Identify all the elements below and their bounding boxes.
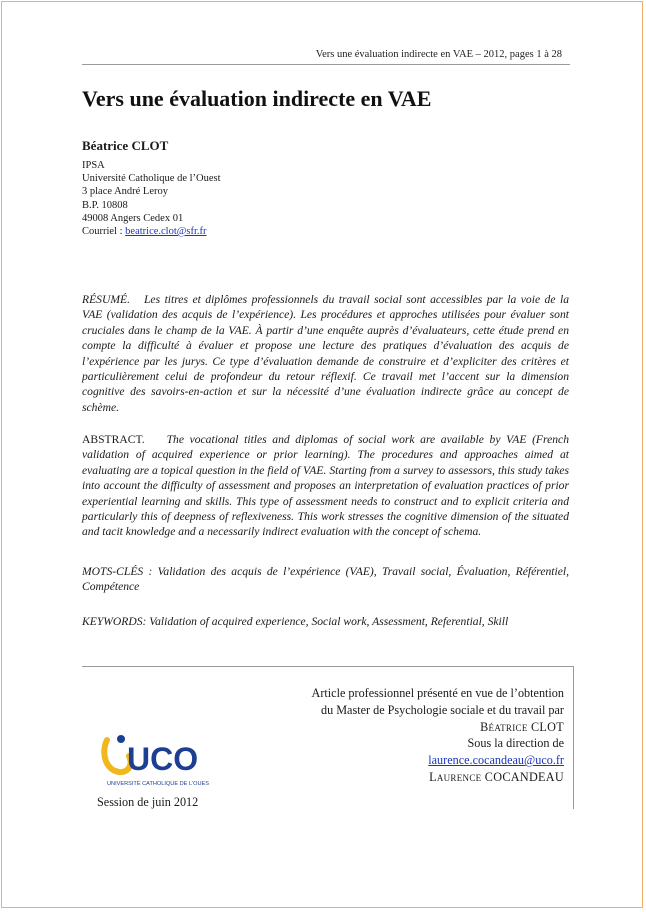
abstract-paragraph: [82, 432, 569, 540]
article-author-name: Béatrice CLOT: [480, 719, 564, 734]
footer-vertical-divider: [573, 666, 574, 809]
header-divider: [82, 64, 570, 65]
email-line: [82, 225, 221, 238]
article-info-line: Article professionnel présenté en vue de l’obtention: [311, 686, 564, 700]
author-email-link[interactable]: beatrice.clot@sfr.fr: [125, 226, 207, 238]
footer-divider: [82, 666, 574, 667]
uco-logo: [99, 730, 209, 790]
uco-logo-icon: [99, 730, 209, 790]
article-info-line: du Master de Psychologie sociale et du travail par: [320, 702, 564, 717]
session-date: Session de juin 2012: [97, 795, 199, 809]
author-affiliation: [82, 159, 221, 238]
resume-paragraph: [82, 292, 569, 415]
article-info-line: Sous la direction de: [467, 736, 564, 751]
article-info-block: [312, 685, 564, 786]
resume-text: Les titres et diplômes professionnels du travail social sont accessibles par la voie de la VAE (validation des acquis de l’expérience). Les procédures et approches utilisées pour évaluer sont cruciales dans le champ de la VAE. À partir d’une enquête auprès d’évaluateurs, cette étude prend en compte la difficulté à évaluer et propose une lecture des pratiques d’évaluation des acquis de l’expérience par les jurys. Ce type d’évaluation demande de construire et d’expliciter des critères et particulièrement celui de profondeur du retour réflexif. Ce travail met l’accent sur la dimension cognitive des savoirs-en-action et sur la nécessité d’une évaluation indirecte grâce au concept de schème.: [82, 293, 569, 414]
abstract-lead: ABSTRACT.: [82, 433, 145, 446]
author-name: Béatrice CLOT: [82, 138, 169, 153]
affiliation-line: 3 place André Leroy: [82, 186, 169, 198]
keywords-paragraph: KEYWORDS: Validation of acquired experience, Social work, Assessment, Referential, Skill: [82, 615, 509, 628]
supervisor-email-link[interactable]: laurence.cocandeau@uco.fr: [428, 753, 564, 768]
logo-text: UCO: [127, 741, 199, 777]
article-title: Vers une évaluation indirecte en VAE: [82, 86, 432, 111]
document-page: [1, 1, 643, 908]
supervisor-name: Laurence COCANDEAU: [429, 769, 564, 784]
affiliation-line: B.P. 10808: [82, 199, 128, 211]
affiliation-line: 49008 Angers Cedex 01: [82, 212, 184, 224]
affiliation-line: Université Catholique de l’Ouest: [82, 173, 221, 185]
email-label: Courriel :: [82, 226, 126, 238]
logo-subtitle: UNIVERSITÉ CATHOLIQUE DE L'OUEST: [107, 781, 209, 787]
resume-lead: RÉSUMÉ.: [82, 293, 130, 306]
mots-cles-paragraph: MOTS-CLÉS : Validation des acquis de l’expérience (VAE), Travail social, Évaluation, Référentiel, Compétence: [82, 565, 569, 594]
affiliation-line: IPSA: [82, 160, 105, 171]
abstract-text: The vocational titles and diplomas of social work are available by VAE (French validation of acquired experience or prior learning). The procedures and approaches aimed at evaluating are a topical question in the field of VAE. Starting from a survey to assessors, this study takes into account the difficulty of assessment and proposes an interpretation of evaluation practices of prior experiential learning and skills. This type of assessment needs to construct and to explicit criteria and particularly this of deepness of reflexiveness. This work stresses the cognitive dimension of the situated and tacit knowledge and a necessarily indirect evaluation with the concept of schema.: [82, 433, 569, 539]
running-head: Vers une évaluation indirecte en VAE – 2012, pages 1 à 28: [315, 49, 562, 60]
